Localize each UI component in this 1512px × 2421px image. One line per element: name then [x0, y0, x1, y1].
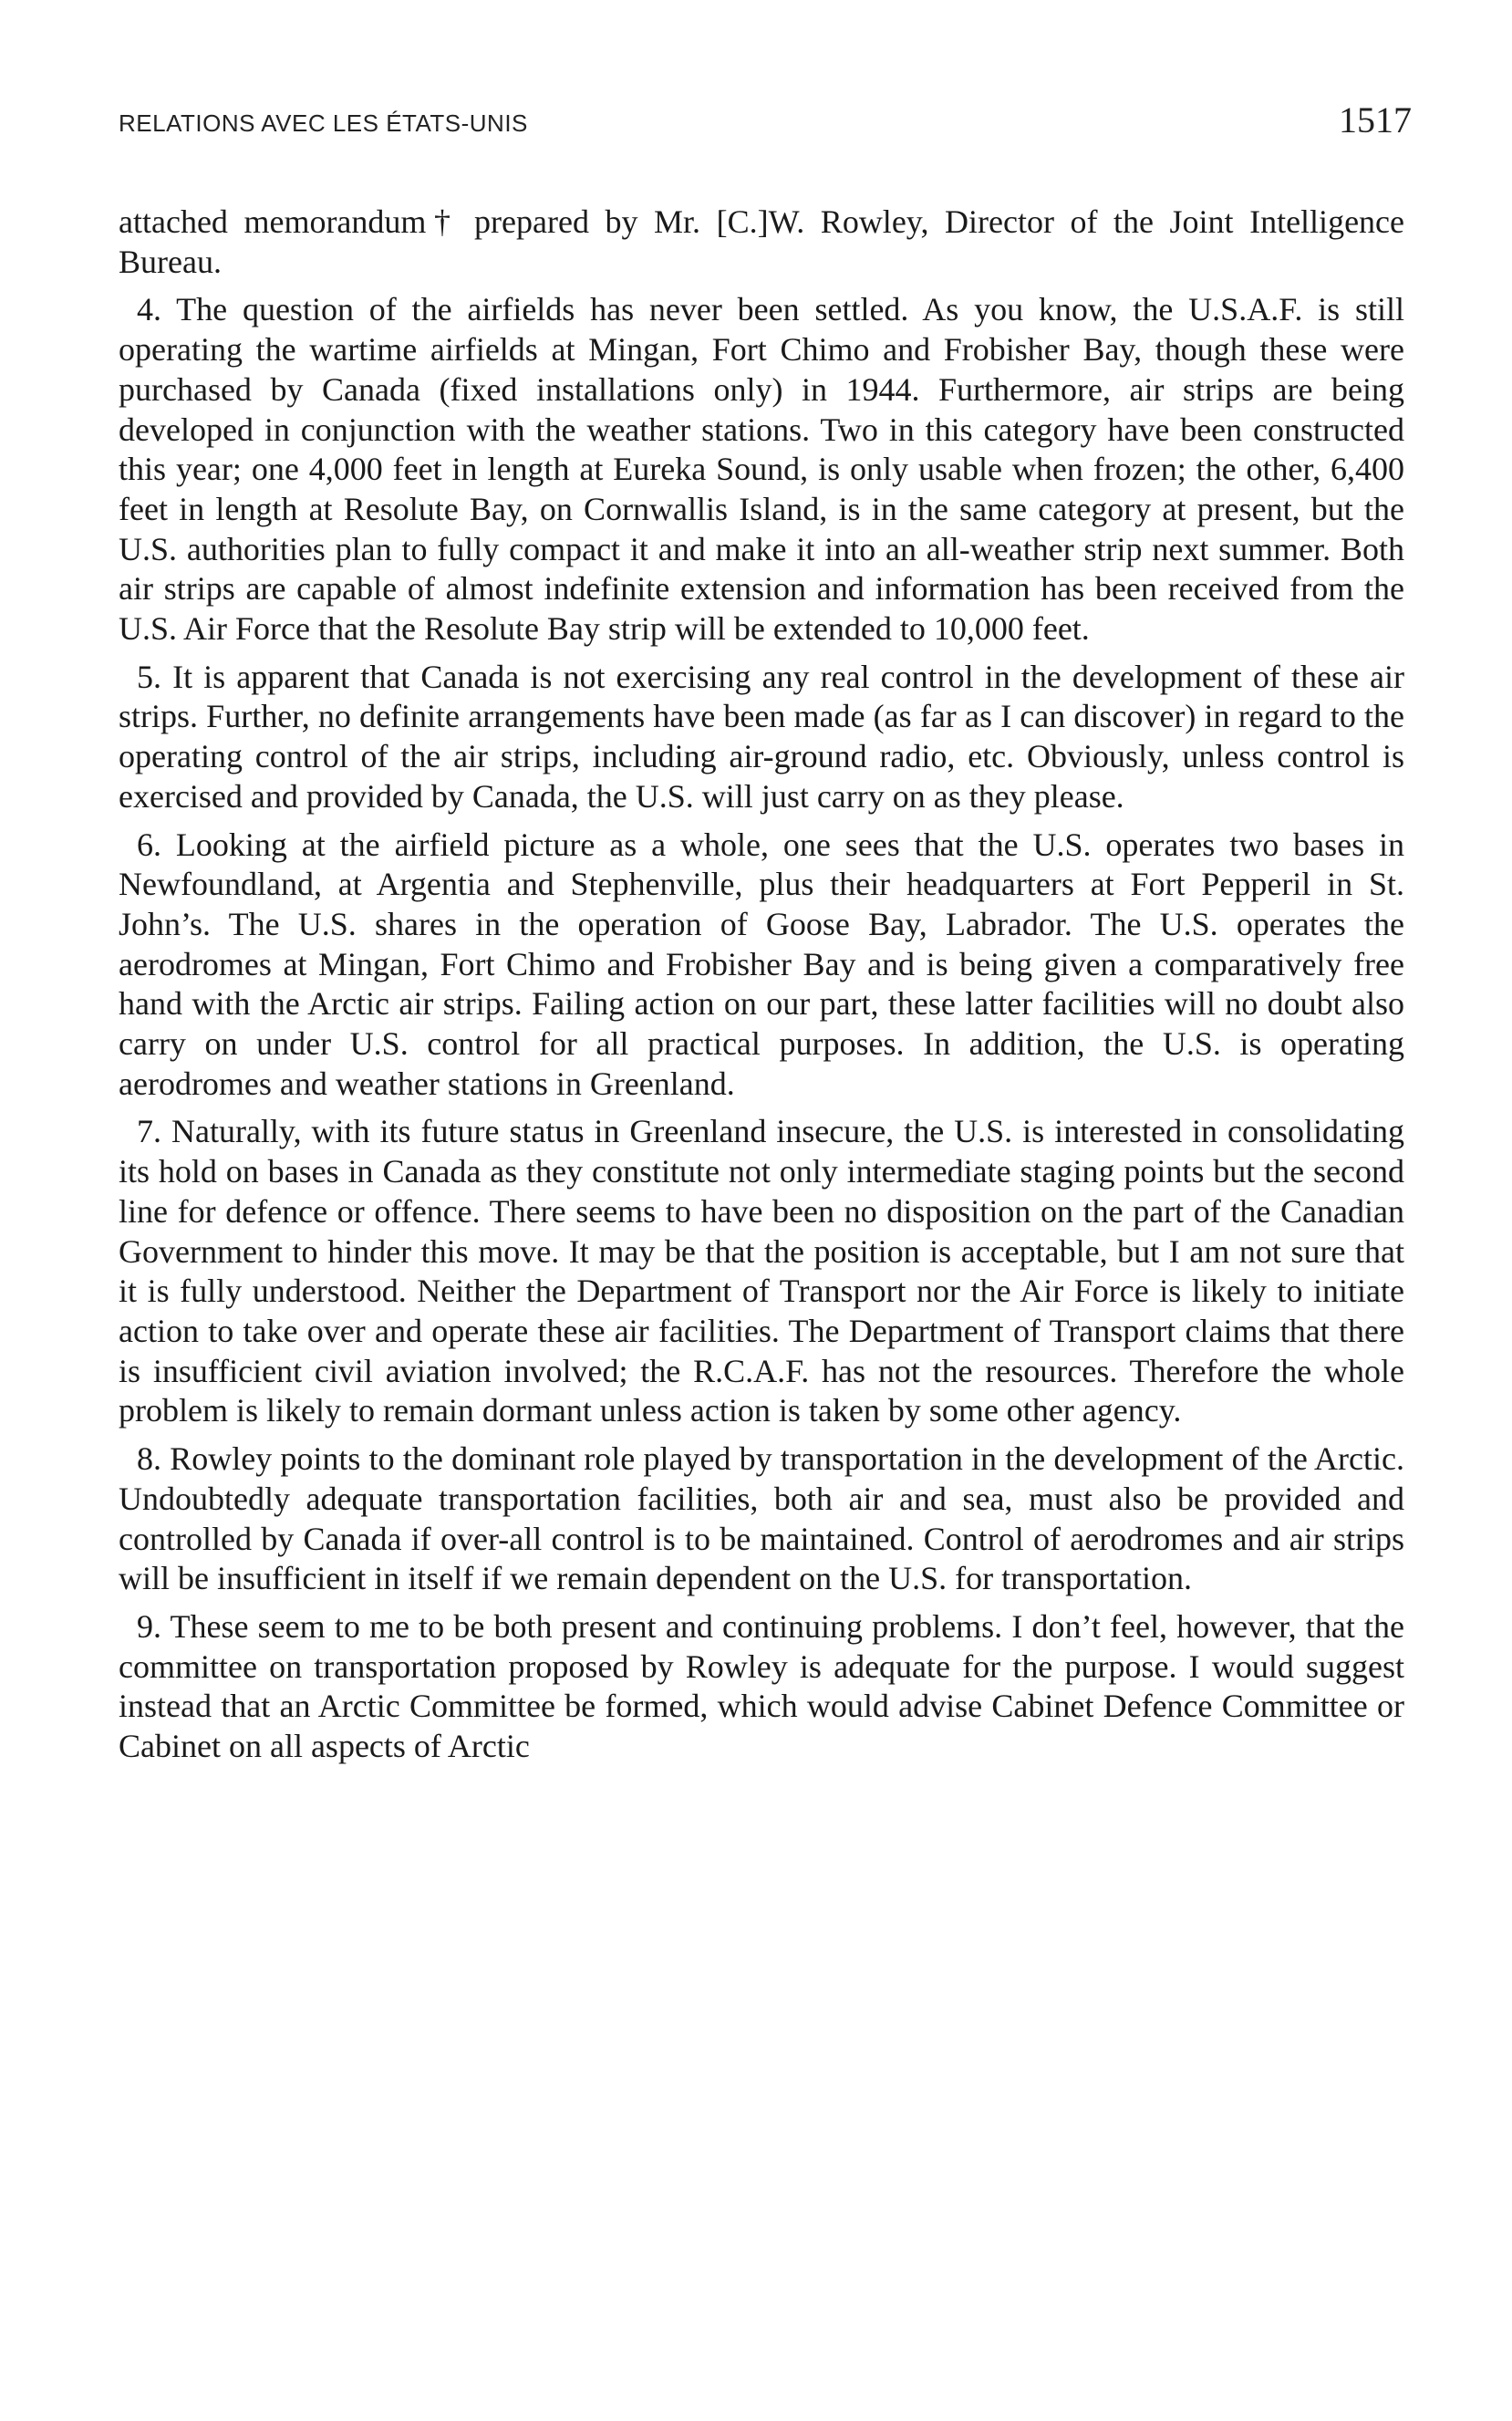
paragraph-7: 7. Naturally, with its future status in Greenland insecure, the U.S. is interested in consolidating its hold on bases in Canada as they constitute not only intermediate staging points but the second line for defence or offence. There seems to have been no disposition on the part of the Canadian Government to hinder this move. It may be that the position is acceptable, but I am not sure that it is fully understood. Neither the Department of Transport nor the Air Force is likely to initiate action to take over and operate these air facilities. The Department of Transport claims that there is insufficient civil aviation involved; the R.C.A.F. has not the resources. Therefore the whole problem is likely to remain dormant unless action is taken by some other agency.	[119, 1113, 1404, 1429]
paragraph-4: 4. The question of the airfields has never been settled. As you know, the U.S.A.F. is still operating the wartime airfields at Mingan, Fort Chimo and Frobisher Bay, though these were purchased by Canada (fixed installations only) in 1944. Furthermore, air strips are being developed in conjunction with the weather stations. Two in this category have been constructed this year; one 4,000 feet in length at Eureka Sound, is only usable when frozen; the other, 6,400 feet in length at Resolute Bay, on Cornwallis Island, is in the same category at present, but the U.S. authorities plan to fully compact it and make it into an all-weather strip next summer. Both air strips are capable of almost indefinite extension and information has been received from the U.S. Air Force that the Resolute Bay strip will be extended to 10,000 feet.	[119, 291, 1404, 648]
page-number: 1517	[1339, 99, 1412, 140]
paragraph-continuation: attached memorandum† prepared by Mr. [C.]W. Rowley, Director of the Joint Intelligence Bureau.	[119, 203, 1404, 280]
paragraph-8: 8. Rowley points to the dominant role played by transportation in the development of the Arctic. Undoubtedly adequate transportation facilities, both air and sea, must also be provided and controlled by Canada if over-all control is to be maintained. Control of aerodromes and air strips will be insufficient in itself if we remain dependent on the U.S. for transportation.	[119, 1440, 1404, 1597]
paragraph-9: 9. These seem to me to be both present and continuing problems. I don’t feel, however, that the committee on transportation proposed by Rowley is adequate for the purpose. I would suggest instead that an Arctic Committee be formed, which would advise Cabinet Defence Committee or Cabinet on all aspects of Arctic	[119, 1607, 1404, 1765]
paragraph-5: 5. It is apparent that Canada is not exercising any real control in the development of these air strips. Further, no definite arrangements have been made (as far as I can discover) in regard to the operating control of the air strips, including air-ground radio, etc. Obviously, unless control is exercised and provided by Canada, the U.S. will just carry on as they please.	[119, 658, 1404, 815]
paragraph-6: 6. Looking at the airfield picture as a whole, one sees that the U.S. operates two bases in Newfoundland, at Argentia and Stephenville, plus their headquarters at Fort Pepperil in St. John’s. The U.S. shares in the operation of Goose Bay, Labrador. The U.S. operates the aerodromes at Mingan, Fort Chimo and Frobisher Bay and is being given a comparatively free hand with the Arctic air strips. Failing action on our part, these latter facilities will no doubt also carry on under U.S. control for all practical purposes. In addition, the U.S. is operating aerodromes and weather stations in Greenland.	[119, 826, 1404, 1102]
running-title: RELATIONS AVEC LES ÉTATS-UNIS	[119, 109, 528, 137]
body-text	[119, 203, 1404, 1775]
running-head	[119, 99, 1412, 144]
